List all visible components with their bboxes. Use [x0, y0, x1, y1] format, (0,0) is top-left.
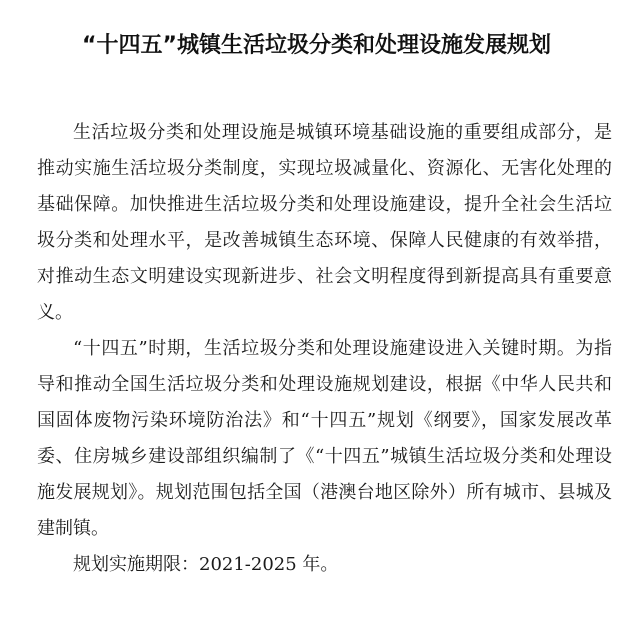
paragraph-period: 规划实施期限：2021-2025 年。 — [73, 554, 339, 575]
paragraph-intro: 生活垃圾分类和处理设施是城镇环境基础设施的重要组成部分，是推动实施生活垃圾分类制度，实现垃圾减量化、资源化、无害化处理的基础保障。加快推进生活垃圾分类和处理设施建设，提升全社会生活垃圾分类和处理水平，是改善城镇生态环境、保障人民健康的有效举措，对推动生态文明建设实现新进步、社会文明程度得到新提高具有重要意义。 — [37, 122, 612, 323]
document-body — [37, 115, 612, 583]
paragraph-background: “十四五”时期，生活垃圾分类和处理设施建设进入关键时期。为指导和推动全国生活垃圾分类和处理设施规划建设，根据《中华人民共和国固体废物污染环境防治法》和“十四五”规划《纲要》，国家发展改革委、住房城乡建设部组织编制了《“十四五”城镇生活垃圾分类和处理设施发展规划》。规划范围包括全国（港澳台地区除外）所有城市、县城及建制镇。 — [37, 338, 612, 539]
document-title: “十四五”城镇生活垃圾分类和处理设施发展规划 — [82, 33, 551, 58]
